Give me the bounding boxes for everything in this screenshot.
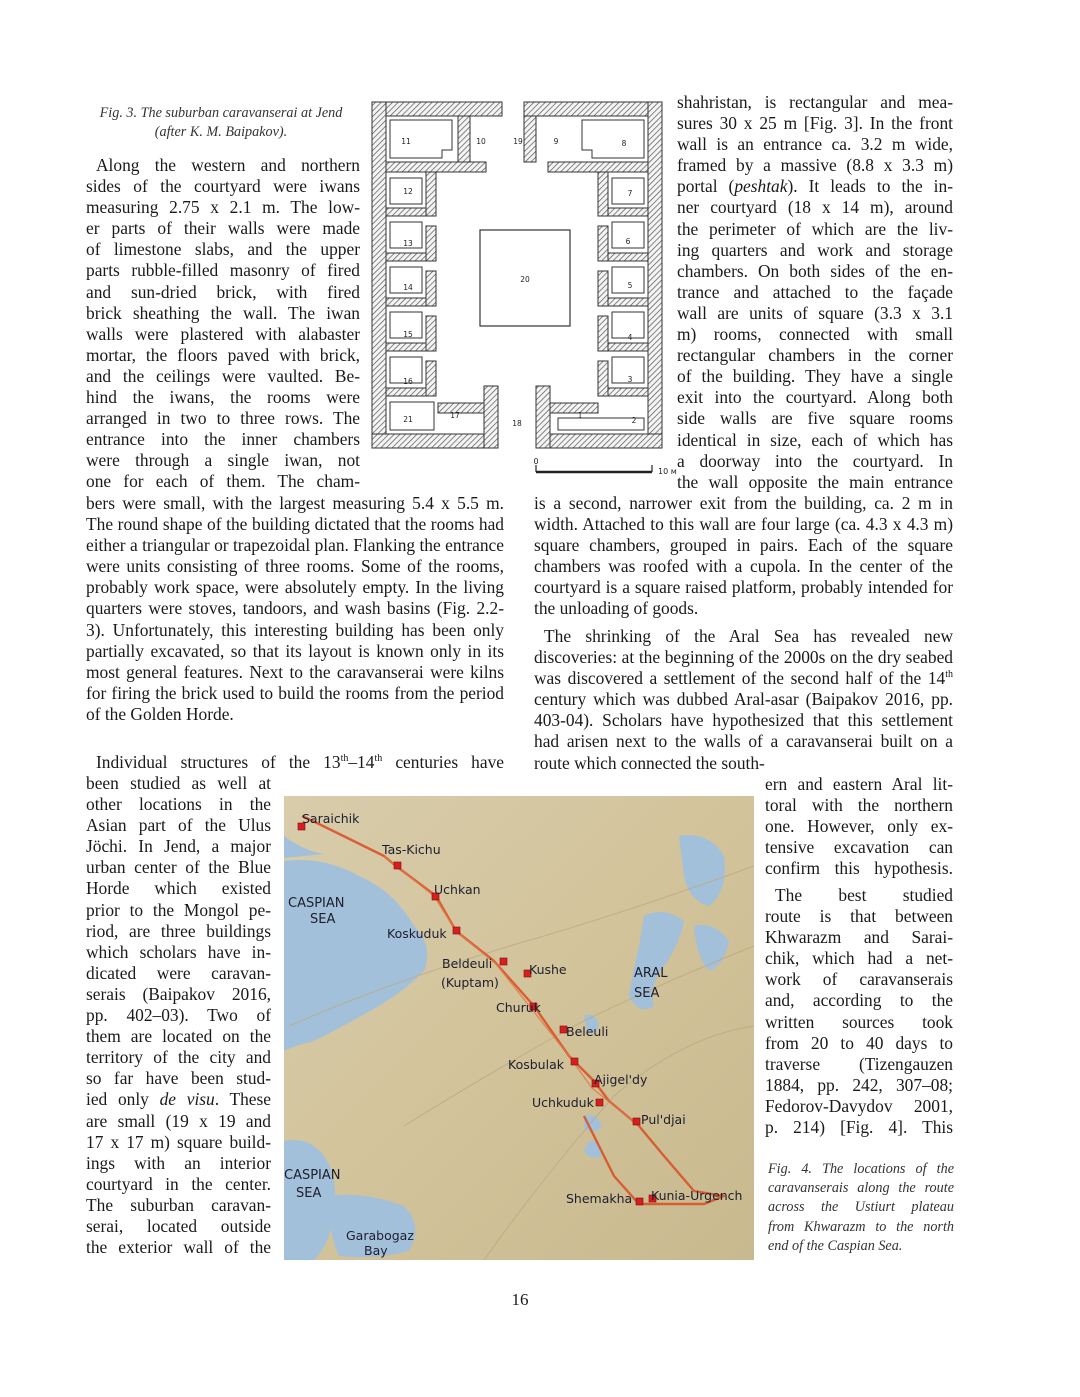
text-line: and the ceilings were vaulted. Be- [86, 365, 360, 386]
left-para1-wide: bers were small, with the largest measuring 5.4 x 5.5 m. The round shape of the building dictated that the rooms had either a triangular or trapezoidal plan. Flanking the entrance were units consisting of three rooms. Some of the rooms, probably work space, were absolutely empty. In the living quarters were stoves, tandoors, and wash basins (Fig. 2.2-3). Unfortunately, this interesting building has been only partially excavated, so that its layout is known only in its most general features. Next to the caravanserai were kilns for firing the brick used to build the rooms from the period of the Golden Horde. [86, 493, 504, 724]
label-kunia-urgench: Kunia-Urgench [651, 1188, 743, 1203]
text-line: so far have been stud- [86, 1068, 271, 1089]
room-num-11: 11 [401, 137, 411, 146]
text-line: urban center of the Blue [86, 857, 271, 878]
text-line: dicated were caravan- [86, 962, 271, 983]
text-line: wall are units of square (3.3 x 3.1 [677, 302, 953, 323]
right-narrow-para2 [765, 885, 953, 1138]
room-num-19: 19 [513, 137, 523, 146]
room-num-12: 12 [403, 187, 413, 196]
label-kushe: Kushe [529, 962, 567, 977]
text-line: courtyard in the center. [86, 1173, 271, 1194]
fig4-caption [768, 1160, 954, 1256]
room-num-20: 20 [520, 275, 530, 284]
label-kuptam: (Kuptam) [441, 975, 499, 990]
text-line: side walls are five square rooms [677, 408, 953, 429]
text-line: Asian part of the Ulus [86, 815, 271, 836]
text-line: shahristan, is rectangular and mea- [677, 92, 953, 112]
text-line: wall is an entrance ca. 3.2 m wide, [677, 134, 953, 155]
text-line: written sources took [765, 1011, 953, 1032]
caption-line: end of the Caspian Sea. [768, 1237, 903, 1254]
text-line: and sun-dried brick, with fired [86, 281, 360, 302]
text-line: territory of the city and [86, 1047, 271, 1068]
fig3-floor-plan [368, 98, 677, 480]
text-line: Along the western and northern [96, 155, 360, 175]
site-marker-beldeuli [500, 958, 507, 965]
fig3-caption [86, 104, 356, 142]
text-line: p. 214) [Fig. 4]. This [765, 1117, 953, 1138]
text-line: measuring 2.75 x 2.1 m. The low- [86, 197, 360, 218]
label-garabogaz-a: Garabogaz [346, 1228, 414, 1243]
text-line: route is that between [765, 906, 953, 927]
text-line: serais (Baipakov 2016, [86, 983, 271, 1004]
scale-end-label: 10 м [658, 467, 677, 476]
scale-start-label: 0 [533, 457, 539, 466]
label-uchkan: Uchkan [434, 882, 481, 897]
text-line: from 20 to 40 days to [765, 1032, 953, 1053]
text-line: riod, are three buildings [86, 920, 271, 941]
text-line: chambers. On both sides of the en- [677, 260, 953, 281]
room-num-15: 15 [403, 330, 413, 339]
text-line: tensive excavation can [765, 837, 953, 858]
label-koskuduk: Koskuduk [387, 926, 447, 941]
label-kosbulak: Kosbulak [508, 1057, 564, 1072]
text-line: hind the iwans, the rooms were [86, 387, 360, 408]
text-line: were through a single iwan, not [86, 450, 360, 471]
text-line: ings with an interior [86, 1152, 271, 1173]
text-line: toral with the northern [765, 795, 953, 816]
text-line: confirm this hypothesis. [765, 858, 953, 879]
fig3-caption-line1: Fig. 3. The suburban caravanserai at Jend [99, 105, 343, 121]
label-beleuli: Beleuli [566, 1024, 609, 1039]
text-line: Jöchi. In Jend, a major [86, 836, 271, 857]
room-num-6: 6 [625, 237, 631, 246]
text-line: work of caravanserais [765, 969, 953, 990]
room-num-5: 5 [627, 281, 633, 290]
label-shemakha: Shemakha [566, 1191, 633, 1206]
text-line: identical in size, each of which has [677, 429, 953, 450]
text-line: walls were plastered with alabaster [86, 323, 360, 344]
text-line: been studied as well at [86, 773, 271, 793]
room-num-16: 16 [403, 377, 413, 386]
label-tas-kichu: Tas-Kichu [382, 842, 441, 857]
left-para2-narrow [86, 773, 271, 1258]
label-caspian-sea-2b: SEA [296, 1186, 322, 1201]
text-line: rectangular chambers in the corner [677, 345, 953, 366]
site-marker-shemakha [636, 1198, 643, 1205]
right-wide-para2: The shrinking of the Aral Sea has revealed new discoveries: at the beginning of the 2000s on the dry seabed was discovered a settlement of the second half of the 14th century which was dubbed Aral-asar (Baipakov 2016, pp. 403-04). Scholars have hypothesized that this settlement had arisen next to the walls of a caravanserai built on a route which connected the south- [534, 626, 953, 773]
caption-line: Fig. 4. The locations of the [768, 1161, 954, 1177]
text-line: of limestone slabs, and the upper [86, 239, 360, 260]
text-line: er parts of their walls were made [86, 218, 360, 239]
room-num-17: 17 [450, 411, 460, 420]
text-line: the wall opposite the main entrance [677, 471, 953, 492]
label-caspian-sea-2a: CASPIAN [284, 1168, 341, 1183]
text-line: trance and attached to the façade [677, 281, 953, 302]
right-narrow-para [765, 774, 953, 879]
label-aral-sea-a: ARAL [634, 966, 668, 981]
text-line: the perimeter of which are the liv- [677, 218, 953, 239]
text-line: chik, which had a net- [765, 948, 953, 969]
text-line: sides of the courtyard were iwans [86, 176, 360, 197]
room-num-4: 4 [627, 333, 633, 342]
label-caspian-sea-1a: CASPIAN [288, 896, 345, 911]
text-line: other locations in the [86, 794, 271, 815]
text-line: traverse (Tizengauzen [765, 1053, 953, 1074]
text-line: the exterior wall of the [86, 1237, 271, 1258]
left-para1-narrow [86, 155, 360, 493]
text-line: one for each of them. The cham- [86, 471, 360, 492]
text-line: 17 x 17 m) square build- [86, 1131, 271, 1152]
text-line: The best studied [775, 885, 953, 905]
text-line: serai, located outside [86, 1215, 271, 1236]
room-num-7: 7 [627, 189, 633, 198]
right-top-narrow [677, 92, 953, 493]
text-line: and, according to the [765, 990, 953, 1011]
text-line: pp. 402–03). Two of [86, 1005, 271, 1026]
room-num-3: 3 [627, 375, 633, 384]
left-para2 [86, 752, 504, 773]
text-line: ing quarters and work and storage [677, 239, 953, 260]
text-line: one. However, only ex- [765, 816, 953, 837]
site-marker-puldjai [633, 1118, 640, 1125]
right-wide-para1: is a second, narrower exit from the building, ca. 2 m in width. Attached to this wall are four large (ca. 4.3 x 4.3 m) square chambers, grouped in pairs. Each of the square chambers was roofed with a cupola. In the center of the courtyard is a square raised platform, probably intended for the unloading of goods. [534, 493, 953, 619]
room-num-8: 8 [621, 139, 627, 148]
text-line: m) rooms, connected with small [677, 324, 953, 345]
room-num-9: 9 [553, 137, 559, 146]
text-line: parts rubble-filled masonry of fired [86, 260, 360, 281]
label-caspian-sea-1b: SEA [310, 912, 336, 927]
text-line: arranged in two to three rows. The [86, 408, 360, 429]
fig3-caption-line2: (after K. M. Baipakov). [154, 124, 288, 141]
caption-line: from Khwarazm to the north [768, 1218, 954, 1235]
text-line: Khwarazm and Sarai- [765, 927, 953, 948]
site-marker-tas-kichu [394, 862, 401, 869]
room-num-13: 13 [403, 239, 413, 248]
text-line: Horde which existed [86, 878, 271, 899]
text-line: prior to the Mongol pe- [86, 899, 271, 920]
label-uchkuduk: Uchkuduk [532, 1095, 594, 1110]
text-line: framed by a massive (8.8 x 3.3 m) [677, 155, 953, 176]
label-churuk: Churuk [496, 1000, 541, 1015]
site-marker-uchkuduk [596, 1099, 603, 1106]
fig4-route-map [284, 796, 754, 1260]
room-num-21: 21 [403, 415, 413, 424]
site-marker-koskuduk [453, 927, 460, 934]
scale-bar [533, 457, 676, 476]
text-line: brick sheathing the wall. The iwan [86, 302, 360, 323]
page-number: 16 [511, 1290, 529, 1309]
label-puldjai: Pul'djai [641, 1112, 686, 1127]
text-line: exit into the courtyard. Along both [677, 387, 953, 408]
text-line: 1884, pp. 242, 307–08; [765, 1074, 953, 1095]
text-line: entrance into the inner chambers [86, 429, 360, 450]
text-line: ner courtyard (18 x 14 m), around [677, 197, 953, 218]
label-garabogaz-b: Bay [364, 1243, 388, 1258]
site-marker-kosbulak [571, 1058, 578, 1065]
text-line: sures 30 x 25 m [Fig. 3]. In the front [677, 113, 953, 134]
room-num-2: 2 [631, 416, 637, 425]
room-num-14: 14 [403, 283, 413, 292]
text-line: them are located on the [86, 1026, 271, 1047]
label-saraichik: Saraichik [302, 811, 360, 826]
text-line: mortar, the floors paved with brick, [86, 344, 360, 365]
text-line: a doorway into the courtyard. In [677, 450, 953, 471]
text-line: Fedorov-Davydov 2001, [765, 1095, 953, 1116]
room-num-10: 10 [476, 137, 486, 146]
text-line: Individual structures of the 13th–14th centuries have [96, 752, 505, 772]
text-line: which scholars have in- [86, 941, 271, 962]
text-line: are small (19 x 19 and [86, 1110, 271, 1131]
room-num-18: 18 [512, 419, 522, 428]
caption-line: across the Ustiurt plateau [768, 1199, 954, 1216]
room-num-1: 1 [577, 411, 583, 420]
label-ajigeldy: Ajigel'dy [594, 1072, 648, 1087]
text-line: ern and eastern Aral lit- [765, 774, 953, 794]
text-line: of the building. They have a single [677, 366, 953, 387]
label-beldeuli: Beldeuli [442, 956, 493, 971]
label-aral-sea-b: SEA [634, 986, 660, 1001]
text-line: The suburban caravan- [86, 1194, 271, 1215]
text-line: portal (peshtak). It leads to the in- [677, 176, 953, 197]
caption-line: caravanserais along the route [768, 1180, 954, 1197]
text-line: ied only de visu. These [86, 1089, 272, 1110]
